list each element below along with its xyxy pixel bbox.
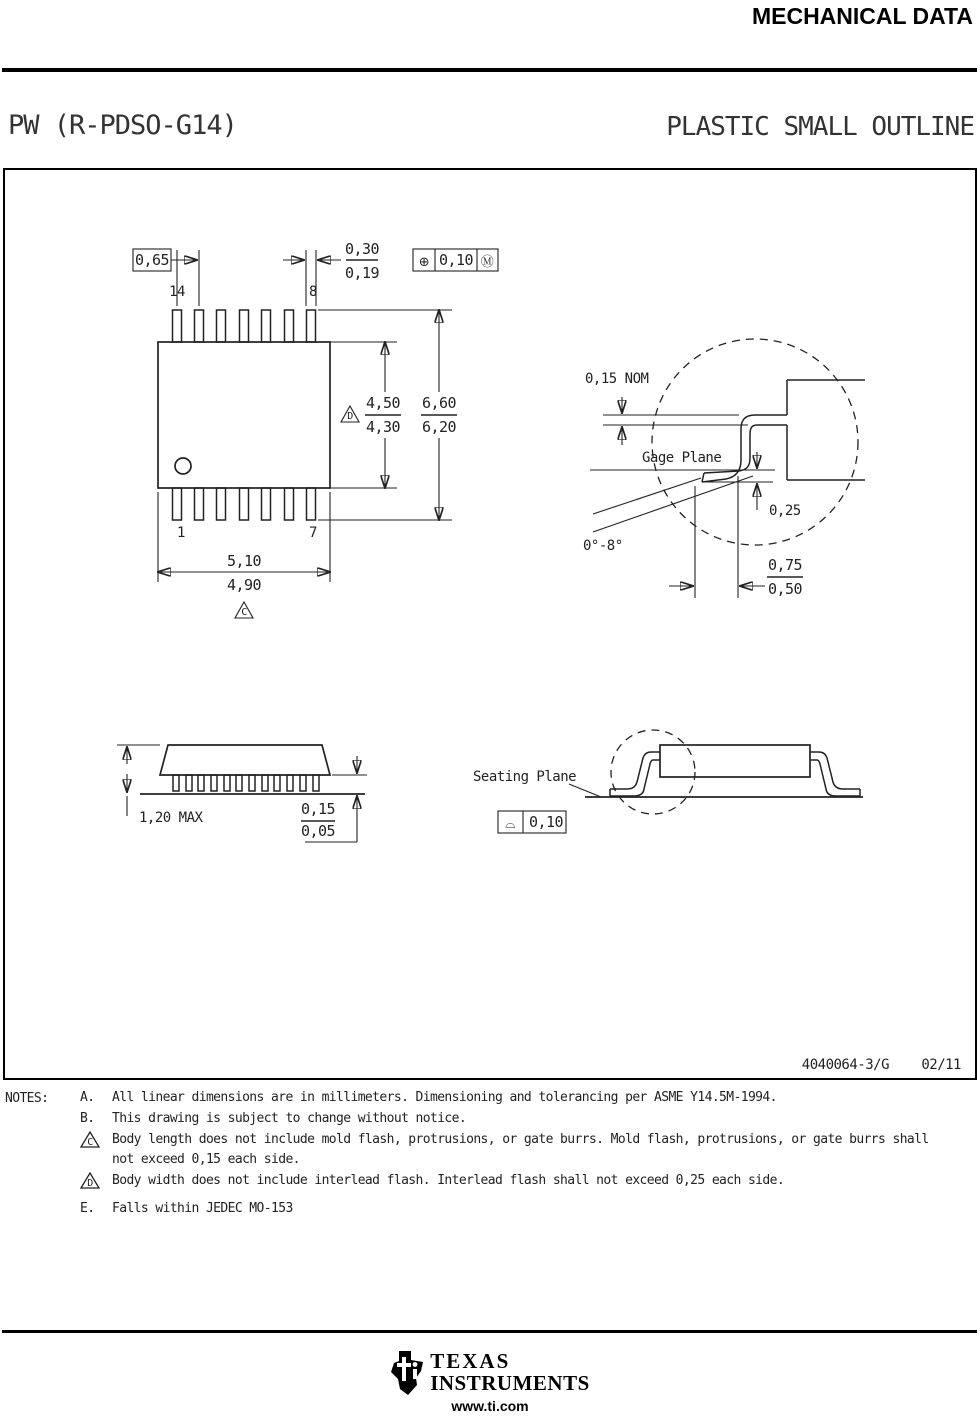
gage-plane-label: Gage Plane	[642, 450, 722, 466]
dim-lead-angle-label: 0°-8°	[583, 538, 623, 554]
flag-d-letter: D	[347, 411, 353, 422]
dim-pitch	[133, 249, 199, 306]
dim-height	[117, 745, 204, 826]
package-side-view	[117, 745, 367, 842]
flatness-value: 0,10	[528, 813, 564, 831]
note-b	[80, 1109, 980, 1129]
flatness-symbol-icon: ⌓	[505, 817, 515, 832]
dim-pitch-label: 0,65	[134, 251, 170, 269]
drawing-frame	[3, 168, 977, 1080]
flag-c-letter: C	[241, 607, 247, 618]
dim-body-width-max: 4,50	[365, 394, 401, 412]
note-b-label: B.	[80, 1111, 95, 1126]
doc-date: 02/11	[921, 1057, 961, 1073]
notes-heading: NOTES:	[5, 1091, 49, 1106]
seating-body	[660, 745, 810, 777]
position-tolerance-frame	[413, 249, 498, 271]
note-a-label: A.	[80, 1090, 95, 1105]
dim-body-length-min: 4,90	[226, 576, 262, 594]
dim-lead-angle	[583, 476, 753, 554]
note-e	[80, 1199, 980, 1219]
dim-body-length-max: 5,10	[226, 552, 262, 570]
note-a	[80, 1088, 980, 1108]
package-top-view	[133, 240, 498, 618]
note-d-flag-triangle-icon	[80, 1171, 112, 1189]
note-c	[80, 1130, 980, 1170]
note-c-text: Body length does not include mold flash, protrusions, or gate burrs. Mold flash, protrusions, or gate burrs shall not exceed 0,15 each side.	[112, 1132, 929, 1167]
dim-height-label: 1,20 MAX	[139, 810, 203, 826]
dim-standoff-max: 0,15	[300, 800, 336, 818]
seating-plane-view	[473, 730, 863, 833]
dim-body-width-min: 4,30	[365, 418, 401, 436]
bottom-rule	[2, 1330, 977, 1333]
material-modifier-icon: Ⓜ	[480, 255, 494, 270]
mechanical-drawing	[5, 170, 975, 1078]
note-c-flag-letter: C	[87, 1137, 93, 1148]
position-symbol-icon: ⊕	[418, 255, 430, 270]
position-tolerance-value: 0,10	[438, 251, 474, 269]
dim-standoff-min: 0,05	[300, 822, 336, 840]
ti-url: www.ti.com	[451, 1398, 529, 1414]
note-d-flag-letter: D	[87, 1178, 93, 1189]
note-d-text: Body width does not include interlead flash. Interlead flash shall not exceed 0,25 each side.	[112, 1173, 785, 1188]
brand-texas: TEXAS	[430, 1349, 511, 1373]
flatness-frame	[498, 811, 566, 833]
dim-standoff	[301, 756, 367, 842]
note-e-label: E.	[80, 1201, 95, 1216]
note-d	[80, 1171, 980, 1191]
brand-instruments: INSTRUMENTS	[430, 1371, 590, 1395]
note-b-text: This drawing is subject to change without notice.	[112, 1111, 467, 1126]
dim-body-length	[158, 492, 330, 618]
dim-body-width	[330, 342, 401, 488]
dim-tip-offset-label: 0,25	[769, 503, 801, 519]
ti-bug-icon	[390, 1350, 424, 1396]
package-body	[158, 342, 330, 488]
note-a-text: All linear dimensions are in millimeters. Dimensioning and tolerancing per ASME Y14.5M-1994.	[112, 1090, 777, 1105]
seating-right-lead	[810, 752, 860, 796]
package-name: PLASTIC SMALL OUTLINE	[666, 112, 974, 142]
dim-lead-span-min: 6,20	[421, 418, 457, 436]
doc-number: 4040064-3/G	[801, 1057, 889, 1073]
dim-foot-length	[669, 476, 803, 598]
dim-foot-length-max: 0,75	[767, 556, 803, 574]
note-e-text: Falls within JEDEC MO-153	[112, 1201, 293, 1216]
detail-body	[787, 380, 865, 480]
ti-wordmark	[430, 1350, 590, 1394]
dim-lead-width-min: 0,19	[344, 264, 380, 282]
top-pins	[173, 310, 316, 342]
seating-detail-circle	[611, 730, 695, 814]
note-c-flag-triangle-icon	[80, 1130, 112, 1148]
page-title: MECHANICAL DATA	[751, 3, 973, 29]
ti-logo	[390, 1350, 590, 1396]
lead-detail-view	[583, 339, 865, 598]
detail-circle	[652, 339, 858, 545]
dim-lead-width-max: 0,30	[344, 240, 380, 258]
pin-number-8: 8	[309, 284, 317, 300]
pin-number-7: 7	[309, 525, 317, 541]
dim-lead-thickness-label: 0,15 NOM	[585, 371, 649, 387]
package-code: PW (R-PDSO-G14)	[8, 110, 237, 141]
dim-lead-width	[283, 240, 380, 306]
dim-foot-length-min: 0,50	[767, 580, 803, 598]
side-leads	[173, 775, 319, 791]
pin1-indicator	[175, 458, 191, 474]
seating-plane-label: Seating Plane	[473, 769, 577, 785]
side-body	[160, 745, 330, 775]
dim-lead-thickness	[585, 371, 748, 445]
pin-number-14: 14	[169, 284, 185, 300]
notes-section	[0, 1088, 980, 1220]
bottom-pins	[173, 488, 316, 520]
footer	[0, 1350, 980, 1414]
dim-lead-span-max: 6,60	[421, 394, 457, 412]
pin-number-1: 1	[177, 525, 185, 541]
top-rule	[2, 68, 977, 72]
seating-left-lead	[610, 752, 660, 796]
